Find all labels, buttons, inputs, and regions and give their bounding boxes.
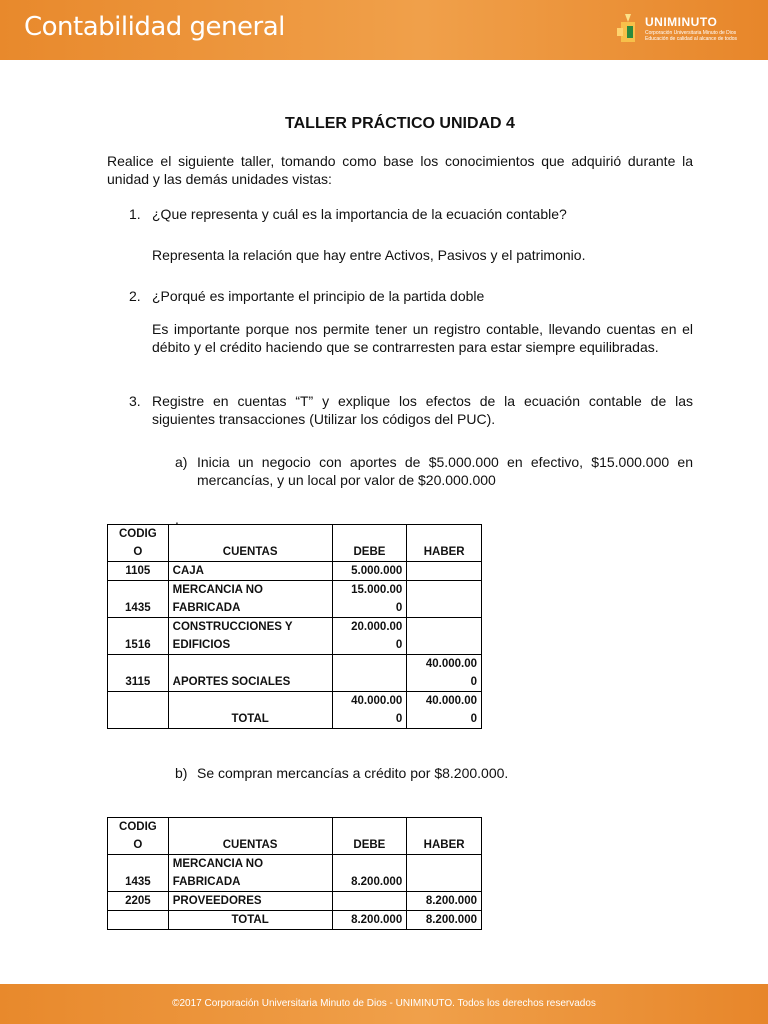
copyright-text: ©2017 Corporación Universitaria Minuto de Dios - UNIMINUTO. Todos los derechos reservados bbox=[172, 998, 596, 1009]
item-a-text: Inicia un negocio con aportes de $5.000.000 en efectivo, $15.000.000 en mercancías, y un local por valor de $20.000.000 bbox=[197, 454, 693, 488]
cell-haber bbox=[407, 562, 482, 581]
table-header-row bbox=[108, 818, 482, 855]
item-b-text: Se compran mercancías a crédito por $8.200.000. bbox=[197, 765, 509, 781]
intro-paragraph: Realice el siguiente taller, tomando como base los conocimientos que adquirió durante la unidad y las demás unidades vistas: bbox=[107, 153, 693, 187]
logo-mark-icon bbox=[615, 12, 641, 48]
header-codigo: CODIG O bbox=[108, 818, 169, 855]
header-codigo: CODIG O bbox=[108, 525, 169, 562]
cell-code: 1516 bbox=[108, 618, 169, 655]
cell-account: CONSTRUCCIONES Y EDIFICIOS bbox=[168, 618, 332, 655]
cell-debe: 20.000.00 0 bbox=[332, 618, 407, 655]
logo-name: UNIMINUTO bbox=[645, 15, 718, 29]
table-row bbox=[108, 892, 482, 911]
table-total-row bbox=[108, 692, 482, 729]
cell-haber: 8.200.000 bbox=[407, 892, 482, 911]
cell-account: MERCANCIA NO FABRICADA bbox=[168, 581, 332, 618]
question-1-text: ¿Que representa y cuál es la importancia de la ecuación contable? bbox=[152, 206, 567, 222]
dot-mark: . bbox=[175, 511, 179, 527]
cell-code: 1435 bbox=[108, 581, 169, 618]
page-header bbox=[0, 0, 768, 60]
cell-total-haber: 40.000.00 0 bbox=[407, 692, 482, 729]
cell-debe: 5.000.000 bbox=[332, 562, 407, 581]
cell-total-debe: 40.000.00 0 bbox=[332, 692, 407, 729]
cell-debe bbox=[332, 892, 407, 911]
cell-total-haber: 8.200.000 bbox=[407, 911, 482, 930]
page-footer bbox=[0, 984, 768, 1024]
cell-account: APORTES SOCIALES bbox=[168, 655, 332, 692]
item-b-label: b) bbox=[175, 765, 188, 781]
question-2-answer: Es importante porque nos permite tener un registro contable, llevando cuentas en el débito y el crédito haciendo que se contrarresten para estar siempre equilibradas. bbox=[152, 321, 693, 355]
cell-debe bbox=[332, 655, 407, 692]
cell-debe: 15.000.00 0 bbox=[332, 581, 407, 618]
question-1-answer: Representa la relación que hay entre Activos, Pasivos y el patrimonio. bbox=[152, 247, 586, 263]
header-cuentas: CUENTAS bbox=[168, 818, 332, 855]
cell-haber bbox=[407, 855, 482, 892]
cell-total-label: TOTAL bbox=[168, 692, 332, 729]
question-1-number: 1. bbox=[129, 206, 141, 222]
question-3-text: Registre en cuentas “T” y explique los efectos de la ecuación contable de las siguientes transacciones (Utilizar los códigos del PUC). bbox=[152, 393, 693, 427]
header-haber: HABER bbox=[407, 525, 482, 562]
header-cuentas: CUENTAS bbox=[168, 525, 332, 562]
table-row bbox=[108, 655, 482, 692]
cell-code: 3115 bbox=[108, 655, 169, 692]
t-account-table-a bbox=[107, 524, 482, 729]
cell-code bbox=[108, 911, 169, 930]
uniminuto-logo bbox=[615, 12, 745, 48]
header-debe: DEBE bbox=[332, 818, 407, 855]
cell-haber bbox=[407, 618, 482, 655]
question-2-number: 2. bbox=[129, 288, 141, 304]
cell-total-label: TOTAL bbox=[168, 911, 332, 930]
header-haber: HABER bbox=[407, 818, 482, 855]
cell-account: PROVEEDORES bbox=[168, 892, 332, 911]
cell-debe: 8.200.000 bbox=[332, 855, 407, 892]
table-row bbox=[108, 562, 482, 581]
table-row bbox=[108, 618, 482, 655]
question-2-text: ¿Porqué es importante el principio de la partida doble bbox=[152, 288, 485, 304]
cell-code: 2205 bbox=[108, 892, 169, 911]
cell-account: MERCANCIA NO FABRICADA bbox=[168, 855, 332, 892]
table-total-row bbox=[108, 911, 482, 930]
cell-code bbox=[108, 692, 169, 729]
cell-haber bbox=[407, 581, 482, 618]
table-row bbox=[108, 855, 482, 892]
course-title: Contabilidad general bbox=[24, 12, 285, 42]
t-account-table-b bbox=[107, 817, 482, 930]
cell-code: 1435 bbox=[108, 855, 169, 892]
cell-code: 1105 bbox=[108, 562, 169, 581]
table-row bbox=[108, 581, 482, 618]
cell-haber: 40.000.00 0 bbox=[407, 655, 482, 692]
question-3-number: 3. bbox=[129, 393, 141, 409]
item-a-label: a) bbox=[175, 454, 188, 470]
header-debe: DEBE bbox=[332, 525, 407, 562]
logo-subtitle: Corporación Universitaria Minuto de Dios Educación de calidad al alcance de todos bbox=[645, 30, 738, 42]
table-header-row bbox=[108, 525, 482, 562]
cell-total-debe: 8.200.000 bbox=[332, 911, 407, 930]
cell-account: CAJA bbox=[168, 562, 332, 581]
document-title: TALLER PRÁCTICO UNIDAD 4 bbox=[285, 115, 515, 132]
